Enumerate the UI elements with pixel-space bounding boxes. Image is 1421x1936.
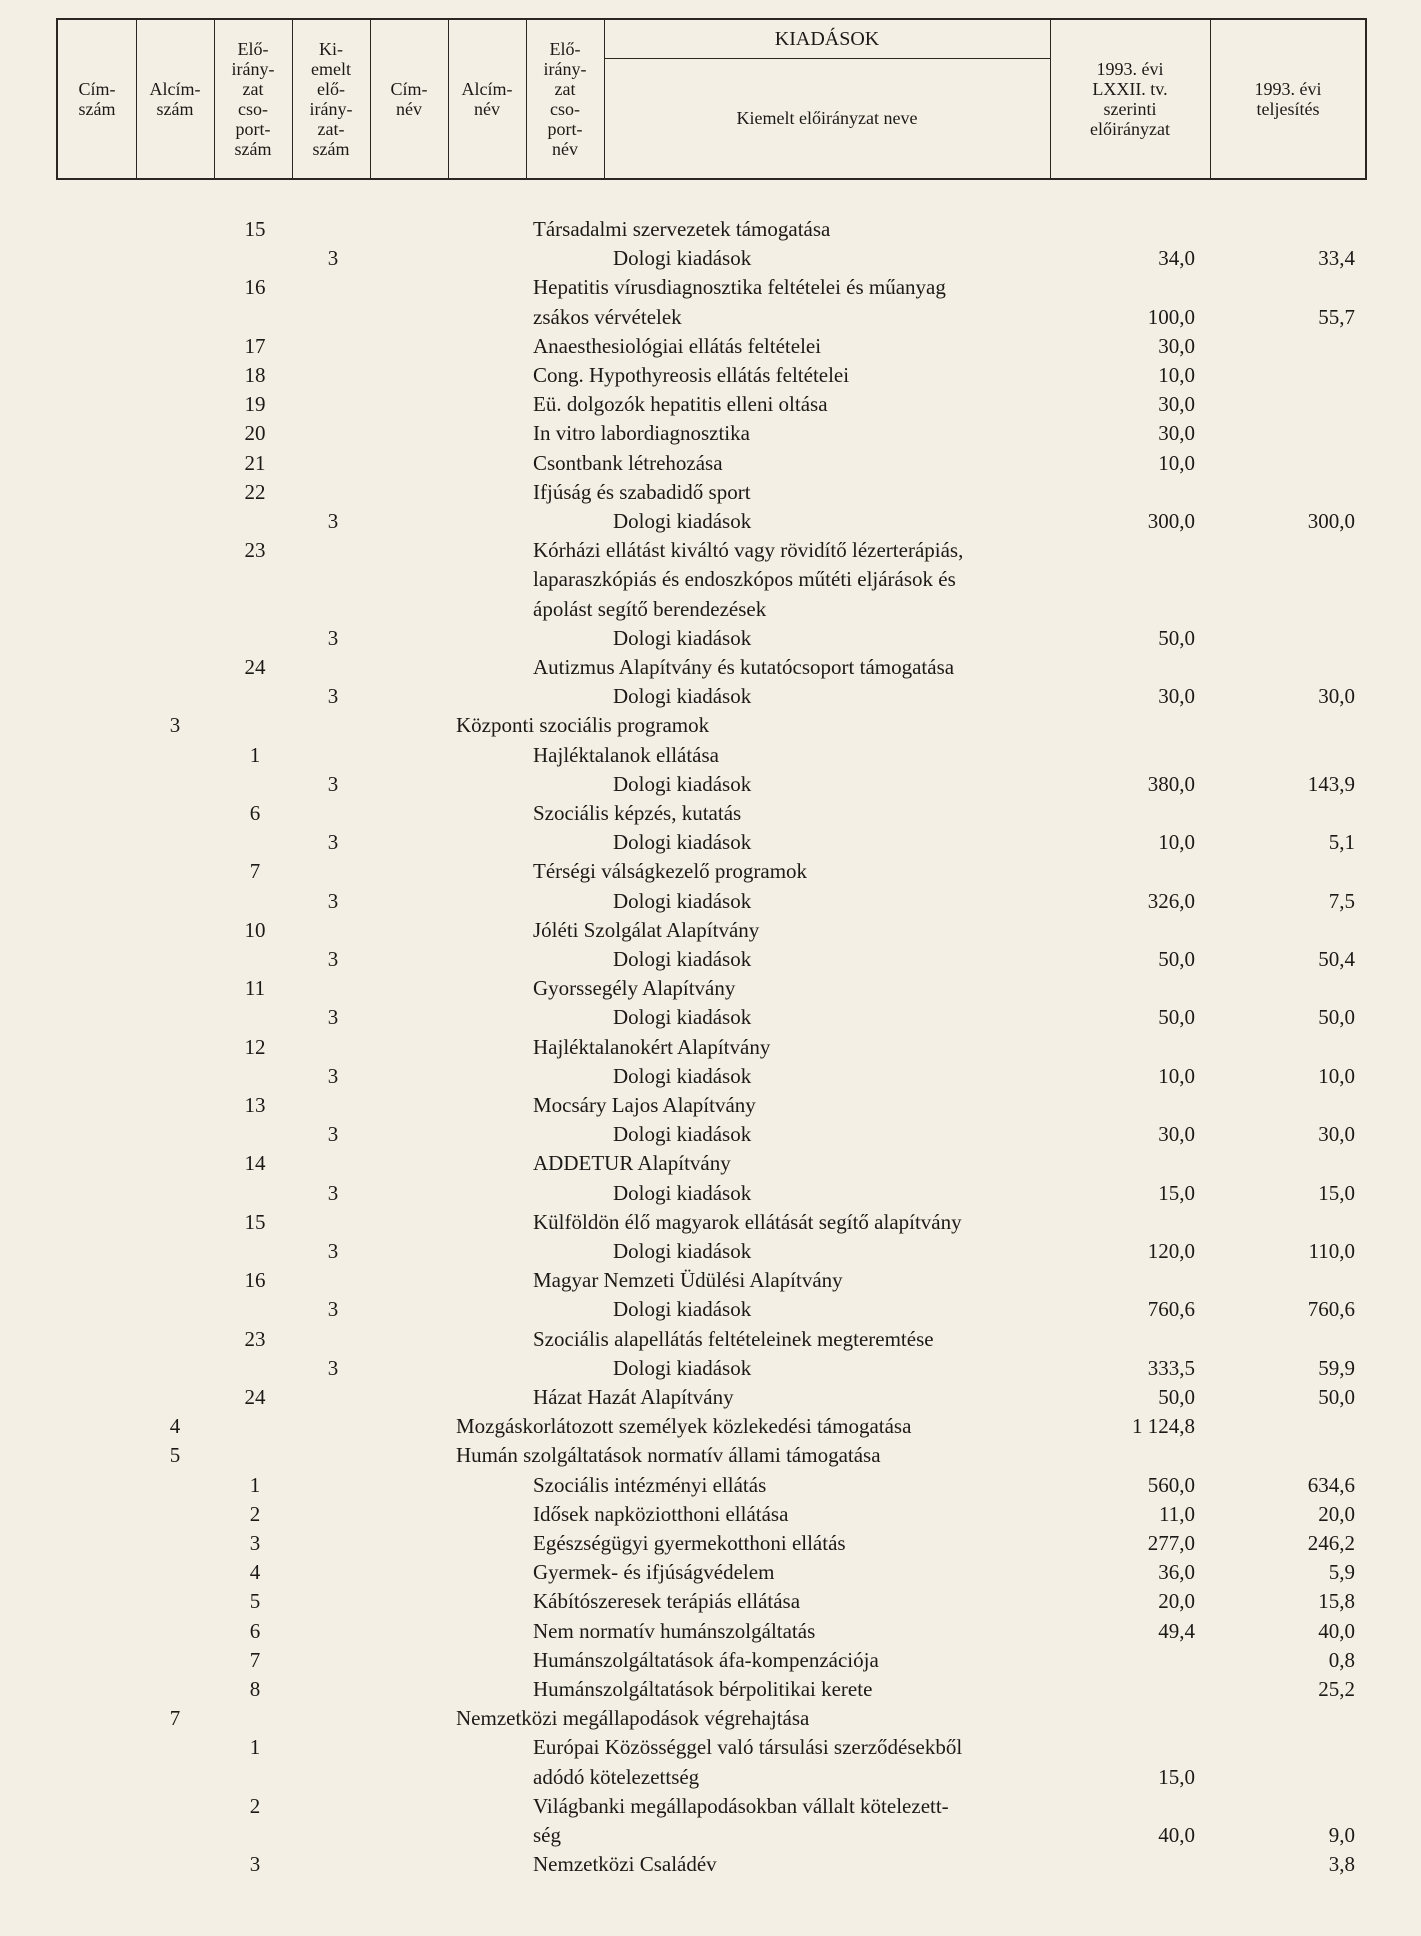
alcim-szam-cell: 22 (244, 479, 266, 504)
table-row (0, 1588, 1421, 1617)
alcim-szam-cell: 2 (249, 1793, 261, 1818)
table-row (0, 450, 1421, 479)
eloiranyzat-value: 333,5 (1147, 1355, 1195, 1380)
table-row (0, 420, 1421, 449)
item-name-cell: Dologi kiadások (613, 888, 752, 913)
alcim-szam-cell: 21 (244, 450, 266, 475)
eloiranyzat-value: 30,0 (1158, 1122, 1195, 1147)
table-row (0, 1238, 1421, 1267)
table-row (0, 362, 1421, 391)
kiemelt-szam-cell: 3 (327, 246, 339, 271)
item-name-cell: Idősek napköziotthoni ellátása (533, 1501, 789, 1526)
teljesites-value: 30,0 (1318, 684, 1355, 709)
eloiranyzat-value: 100,0 (1147, 304, 1195, 329)
alcim-szam-cell: 7 (249, 859, 261, 884)
table-row (0, 1559, 1421, 1588)
item-name-cell: Gyermek- és ifjúságvédelem (533, 1560, 775, 1585)
alcim-szam-cell: 24 (244, 655, 266, 679)
teljesites-value: 300,0 (1307, 509, 1355, 533)
table-row (0, 975, 1421, 1004)
eloiranyzat-value: 10,0 (1158, 830, 1195, 855)
kiemelt-szam-cell: 3 (327, 771, 339, 796)
item-name-cell: Hajléktalanok ellátása (533, 742, 719, 767)
teljesites-value: 15,8 (1318, 1589, 1355, 1614)
cim-szam-cell: 7 (169, 1706, 181, 1731)
alcim-szam-cell: 18 (244, 363, 266, 387)
teljesites-value: 0,8 (1328, 1647, 1355, 1672)
teljesites-value: 5,9 (1328, 1560, 1355, 1585)
alcim-szam-cell: 14 (244, 1151, 266, 1176)
eloiranyzat-value: 300,0 (1147, 509, 1195, 533)
table-row (0, 1063, 1421, 1092)
teljesites-value: 33,4 (1318, 246, 1355, 271)
alcim-szam-cell: 24 (244, 1385, 266, 1409)
header-alcim-szam: Alcím- szám (149, 79, 201, 119)
eloiranyzat-value: 20,0 (1158, 1589, 1195, 1614)
eloiranyzat-value: 30,0 (1158, 333, 1195, 358)
alcim-szam-cell: 15 (244, 217, 266, 241)
table-row (0, 946, 1421, 975)
table-row (0, 1092, 1421, 1121)
kiemelt-szam-cell: 3 (327, 509, 339, 533)
eloiranyzat-value: 36,0 (1158, 1560, 1195, 1585)
table-row (0, 1150, 1421, 1179)
cim-szam-cell: 4 (169, 1414, 181, 1439)
table-row (0, 245, 1421, 274)
item-name-cell: Humánszolgáltatások áfa-kompenzációja (533, 1647, 879, 1672)
eloiranyzat-value: 1 124,8 (1132, 1414, 1195, 1439)
header-kiemelt-eloiranyzat-szam: Ki- emelt elő- irány- zat- szám (309, 39, 353, 159)
alcim-szam-cell: 3 (249, 1852, 261, 1877)
alcim-szam-cell: 15 (244, 1209, 266, 1234)
kiemelt-szam-cell: 3 (327, 1355, 339, 1380)
item-name-cell: Mozgáskorlátozott személyek közlekedési támogatása (456, 1414, 912, 1439)
item-name-cell: Dologi kiadások (613, 1005, 752, 1030)
item-name-cell: Dologi kiadások (613, 246, 752, 271)
eloiranyzat-value: 760,6 (1147, 1297, 1195, 1322)
kiemelt-szam-cell: 3 (327, 1239, 339, 1263)
header-eloiranyzat-csoport-szam: Elő- irány- zat cso- port- szám (231, 39, 275, 159)
eloiranyzat-value: 11,0 (1159, 1501, 1195, 1526)
eloiranyzat-value: 50,0 (1158, 625, 1195, 650)
item-name-cell: Térségi válságkezelő programok (533, 859, 808, 884)
eloiranyzat-value: 50,0 (1158, 947, 1195, 971)
eloiranyzat-value: 40,0 (1158, 1822, 1195, 1847)
alcim-szam-cell: 16 (244, 275, 266, 300)
kiemelt-szam-cell: 3 (327, 684, 339, 709)
teljesites-value: 760,6 (1307, 1297, 1355, 1322)
item-name-cell: ség (533, 1822, 561, 1847)
table-row (0, 712, 1421, 741)
alcim-szam-cell: 1 (249, 742, 261, 767)
item-name-cell: In vitro labordiagnosztika (533, 421, 750, 446)
eloiranyzat-value: 10,0 (1158, 363, 1195, 387)
table-row (0, 625, 1421, 654)
table-row (0, 888, 1421, 917)
alcim-szam-cell: 10 (244, 917, 266, 942)
table-row (0, 216, 1421, 245)
item-name-cell: Magyar Nemzeti Üdülési Alapítvány (533, 1268, 843, 1293)
teljesites-value: 25,2 (1318, 1677, 1355, 1701)
teljesites-value: 7,5 (1328, 888, 1355, 913)
item-name-cell: Szociális képzés, kutatás (533, 801, 742, 825)
teljesites-value: 143,9 (1307, 771, 1355, 796)
teljesites-value: 246,2 (1307, 1531, 1355, 1555)
item-name-cell: Hajléktalanokért Alapítvány (533, 1034, 771, 1059)
table-row (0, 742, 1421, 771)
item-name-cell: Dologi kiadások (613, 947, 752, 971)
table-row (0, 1472, 1421, 1501)
teljesites-value: 59,9 (1318, 1355, 1355, 1380)
item-name-cell: Mocsáry Lajos Alapítvány (533, 1093, 756, 1117)
alcim-szam-cell: 23 (244, 538, 266, 563)
item-name-cell: Eü. dolgozók hepatitis elleni oltása (533, 392, 828, 417)
item-name-cell: Dologi kiadások (613, 1355, 752, 1380)
alcim-szam-cell: 1 (249, 1735, 261, 1760)
table-row (0, 917, 1421, 946)
alcim-szam-cell: 23 (244, 1326, 266, 1351)
eloiranyzat-value: 49,4 (1158, 1618, 1195, 1643)
item-name-cell: Dologi kiadások (613, 509, 752, 533)
eloiranyzat-value: 10,0 (1158, 1063, 1195, 1088)
table-row (0, 391, 1421, 420)
table-row (0, 1004, 1421, 1033)
table-row (0, 1326, 1421, 1355)
kiemelt-szam-cell: 3 (327, 1180, 339, 1205)
alcim-szam-cell: 20 (244, 421, 266, 446)
item-name-cell: Egészségügyi gyermekotthoni ellátás (533, 1531, 846, 1555)
item-name-cell: Dologi kiadások (613, 1239, 752, 1263)
table-row (0, 1442, 1421, 1471)
eloiranyzat-value: 50,0 (1158, 1385, 1195, 1409)
eloiranyzat-value: 34,0 (1158, 246, 1195, 271)
item-name-cell: Hepatitis vírusdiagnosztika feltételei és műanyag (533, 275, 946, 300)
header-teljesites-1993: 1993. évi teljesítés (1254, 79, 1322, 119)
alcim-szam-cell: 5 (249, 1589, 261, 1614)
alcim-szam-cell: 1 (249, 1472, 261, 1497)
kiemelt-szam-cell: 3 (327, 888, 339, 913)
item-name-cell: Anaesthesiológiai ellátás feltételei (533, 333, 822, 358)
table-row (0, 508, 1421, 537)
item-name-cell: ápolást segítő berendezések (533, 596, 767, 621)
item-name-cell: Dologi kiadások (613, 1297, 752, 1322)
table-row (0, 771, 1421, 800)
eloiranyzat-value: 15,0 (1158, 1764, 1195, 1789)
item-name-cell: Gyorssegély Alapítvány (533, 976, 736, 1001)
table-row (0, 1209, 1421, 1238)
teljesites-value: 30,0 (1318, 1122, 1355, 1147)
table-row (0, 654, 1421, 683)
item-name-cell: Jóléti Szolgálat Alapítvány (533, 917, 760, 942)
header-kiemelt-eloiranyzat-neve: Kiemelt előirányzat neve (736, 108, 918, 128)
item-name-cell: adódó kötelezettség (533, 1764, 700, 1789)
table-row (0, 1296, 1421, 1325)
item-name-cell: Humánszolgáltatások bérpolitikai kerete (533, 1677, 873, 1701)
kiemelt-szam-cell: 3 (327, 1005, 339, 1030)
table-row (0, 1647, 1421, 1676)
teljesites-value: 110,0 (1308, 1239, 1355, 1263)
item-name-cell: laparaszkópiás és endoszkópos műtéti eljárások és (533, 567, 956, 592)
kiemelt-szam-cell: 3 (327, 947, 339, 971)
teljesites-value: 50,0 (1318, 1005, 1355, 1030)
table-row (0, 1705, 1421, 1734)
item-name-cell: Kábítószeresek terápiás ellátása (533, 1589, 801, 1614)
item-name-cell: Cong. Hypothyreosis ellátás feltételei (533, 363, 850, 387)
teljesites-value: 634,6 (1307, 1472, 1355, 1497)
table-row (0, 829, 1421, 858)
eloiranyzat-value: 10,0 (1158, 450, 1195, 475)
item-name-cell: Csontbank létrehozása (533, 450, 723, 475)
table-row (0, 1618, 1421, 1647)
table-row (0, 333, 1421, 362)
item-name-cell: Kórházi ellátást kiváltó vagy rövidítő lézerterápiás, (533, 538, 964, 563)
alcim-szam-cell: 4 (249, 1560, 261, 1585)
alcim-szam-cell: 17 (244, 333, 266, 358)
kiemelt-szam-cell: 3 (327, 1122, 339, 1147)
table-row (0, 1530, 1421, 1559)
header-eloiranyzat-csoport-nev: Elő- irány- zat cso- port- név (543, 39, 587, 159)
table-row (0, 858, 1421, 887)
alcim-szam-cell: 6 (249, 1618, 261, 1643)
item-name-cell: Dologi kiadások (613, 684, 752, 709)
table-row (0, 479, 1421, 508)
eloiranyzat-value: 30,0 (1158, 421, 1195, 446)
teljesites-value: 9,0 (1328, 1822, 1355, 1847)
eloiranyzat-value: 30,0 (1158, 392, 1195, 417)
kiemelt-szam-cell: 3 (327, 830, 339, 855)
table-row (0, 1121, 1421, 1150)
table-row (0, 274, 1421, 332)
teljesites-value: 50,4 (1318, 947, 1355, 971)
item-name-cell: Dologi kiadások (613, 1122, 752, 1147)
table-row (0, 1267, 1421, 1296)
header-cim-szam: Cím- szám (78, 79, 116, 119)
item-name-cell: Szociális alapellátás feltételeinek megteremtése (533, 1326, 934, 1351)
header-eloiranyzat-1993: 1993. évi LXXII. tv. szerinti előirányzat (1090, 59, 1170, 139)
eloiranyzat-value: 120,0 (1147, 1239, 1195, 1263)
table-row (0, 537, 1421, 625)
header-cim-nev: Cím- név (390, 79, 428, 119)
table-row (0, 1734, 1421, 1792)
table-row (0, 1851, 1421, 1880)
eloiranyzat-value: 15,0 (1158, 1180, 1195, 1205)
teljesites-value: 15,0 (1318, 1180, 1355, 1205)
table-row (0, 683, 1421, 712)
teljesites-value: 55,7 (1318, 304, 1355, 329)
teljesites-value: 10,0 (1318, 1063, 1355, 1088)
item-name-cell: Külföldön élő magyarok ellátását segítő alapítvány (533, 1209, 962, 1234)
table-row (0, 1034, 1421, 1063)
teljesites-value: 40,0 (1318, 1618, 1355, 1643)
table-row (0, 1793, 1421, 1851)
teljesites-value: 5,1 (1328, 830, 1355, 855)
item-name-cell: ADDETUR Alapítvány (533, 1151, 731, 1176)
item-name-cell: Dologi kiadások (613, 771, 752, 796)
eloiranyzat-value: 50,0 (1158, 1005, 1195, 1030)
eloiranyzat-value: 326,0 (1147, 888, 1195, 913)
table-row (0, 1501, 1421, 1530)
item-name-cell: Világbanki megállapodásokban vállalt kötelezett- (533, 1793, 949, 1818)
alcim-szam-cell: 8 (249, 1677, 261, 1701)
item-name-cell: Nemzetközi Családév (533, 1852, 717, 1877)
item-name-cell: Központi szociális programok (456, 713, 710, 738)
eloiranyzat-value: 30,0 (1158, 684, 1195, 709)
table-row (0, 1676, 1421, 1705)
alcim-szam-cell: 7 (249, 1647, 261, 1672)
item-name-cell: Dologi kiadások (613, 830, 752, 855)
table-row (0, 1180, 1421, 1209)
table-row (0, 1384, 1421, 1413)
item-name-cell: Dologi kiadások (613, 625, 752, 650)
alcim-szam-cell: 19 (244, 392, 266, 417)
cim-szam-cell: 3 (169, 713, 181, 738)
teljesites-value: 20,0 (1318, 1501, 1355, 1526)
item-name-cell: Humán szolgáltatások normatív állami támogatása (456, 1443, 881, 1468)
item-name-cell: Dologi kiadások (613, 1063, 752, 1088)
alcim-szam-cell: 6 (249, 801, 261, 825)
alcim-szam-cell: 3 (249, 1531, 261, 1555)
teljesites-value: 3,8 (1328, 1852, 1355, 1877)
item-name-cell: Dologi kiadások (613, 1180, 752, 1205)
item-name-cell: Nem normatív humánszolgáltatás (533, 1618, 816, 1643)
table-row (0, 1355, 1421, 1384)
header-alcim-nev: Alcím- név (461, 79, 513, 119)
teljesites-value: 50,0 (1318, 1385, 1355, 1409)
item-name-cell: Házat Hazát Alapítvány (533, 1385, 734, 1409)
kiemelt-szam-cell: 3 (327, 1297, 339, 1322)
kiemelt-szam-cell: 3 (327, 1063, 339, 1088)
item-name-cell: Ifjúság és szabadidő sport (533, 479, 751, 504)
table-row (0, 800, 1421, 829)
alcim-szam-cell: 2 (249, 1501, 261, 1526)
alcim-szam-cell: 12 (244, 1034, 266, 1059)
item-name-cell: zsákos vérvételek (533, 304, 682, 329)
kiemelt-szam-cell: 3 (327, 625, 339, 650)
eloiranyzat-value: 560,0 (1147, 1472, 1195, 1497)
alcim-szam-cell: 11 (244, 976, 266, 1001)
table-row (0, 1413, 1421, 1442)
item-name-cell: Nemzetközi megállapodások végrehajtása (456, 1706, 810, 1731)
header-kiadasok: KIADÁSOK (774, 28, 880, 50)
cim-szam-cell: 5 (169, 1443, 181, 1468)
alcim-szam-cell: 13 (244, 1093, 266, 1117)
alcim-szam-cell: 16 (244, 1268, 266, 1293)
item-name-cell: Társadalmi szervezetek támogatása (533, 217, 831, 241)
eloiranyzat-value: 277,0 (1147, 1531, 1195, 1555)
item-name-cell: Európai Közösséggel való társulási szerződésekből (533, 1735, 963, 1760)
item-name-cell: Autizmus Alapítvány és kutatócsoport támogatása (533, 655, 955, 679)
item-name-cell: Szociális intézményi ellátás (533, 1472, 767, 1497)
eloiranyzat-value: 380,0 (1147, 771, 1195, 796)
